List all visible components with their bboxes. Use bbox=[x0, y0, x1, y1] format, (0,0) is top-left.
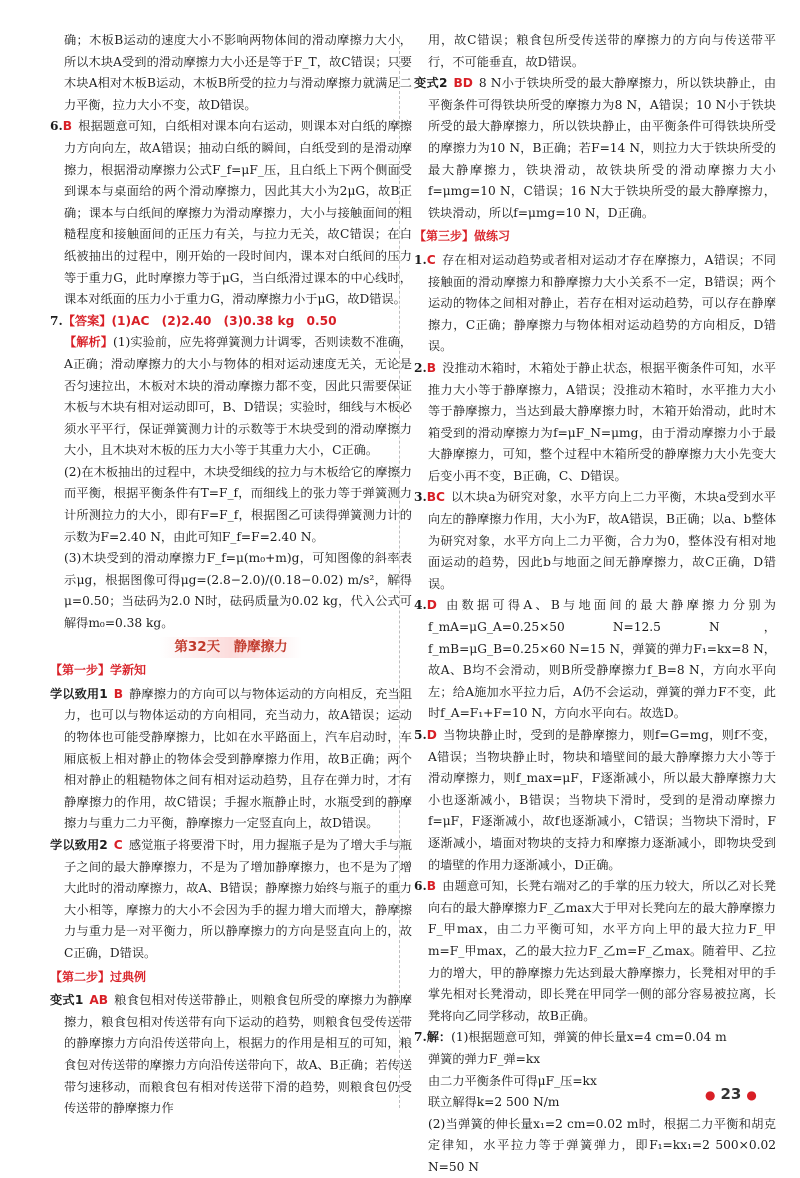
exercise-item-1 bbox=[414, 250, 776, 358]
step-heading-2: 【第二步】过典例 bbox=[50, 969, 147, 984]
answer-values: (1)AC (2)2.40 (3)0.38 kg 0.50 bbox=[111, 313, 337, 328]
analysis-paragraph-3: (3)木块受到的滑动摩擦力F_f=μ(m₀+m)g，可知图像的斜率表示μg，根据图像可得μg=(2.8−2.0)/(0.18−0.02) m/s²，解得μ=0.50；当砝码为2.0 N时，砝码质量为0.02 kg，代入公式可解得m₀=0.38 kg。 bbox=[64, 551, 412, 631]
item-number: 5. bbox=[414, 728, 427, 742]
variant-item-2 bbox=[414, 73, 776, 224]
analysis-text: (1)实验前，应先将弹簧测力计调零，否则读数不准确，A正确；滑动摩擦力的大小与物体的相对运动速度无关，无论是否匀速拉出，木板对木块的滑动摩擦力都不变，因此只需要保证木板与木块有相对运动即可，B、D错误；实验时，细线与木板必须水平平行，保证弹簧测力计的示数等于木块受到的滑动摩擦力大小，且木块对木板的压力大小等于其重力大小，C正确。 bbox=[64, 335, 412, 458]
practice-item-1 bbox=[50, 684, 412, 835]
solution-label: 解： bbox=[426, 1030, 452, 1045]
item-number: 7. bbox=[414, 1030, 427, 1045]
exercise-item-2 bbox=[414, 358, 776, 488]
item-text: 根据题意可知，白纸相对课本向右运动，则课本对白纸的摩擦力方向向左，故A错误；抽动白纸的瞬间，白纸受到的是滑动摩擦力，根据滑动摩擦力公式F_f=μF_压，且白纸上下两个侧面受到课本与桌面给的两个滑动摩擦力，因此其大小为2μG，故B正确；课本与白纸间的摩擦力为滑动摩擦力，大小与接触面间的粗糙程度和接触面间的正压力有关，与拉力无关，故C错误；在白纸被抽出的过程中，刚开始的一段时间内，课本对白纸间的压力等于重力G，此时摩擦力等于μG，当白纸滑过课本的中心线时，课本对纸面的压力小于重力G，滑动摩擦力小于μG，故D错误。 bbox=[64, 119, 412, 307]
item-number: 2. bbox=[414, 360, 427, 375]
exercise-item-6 bbox=[414, 876, 776, 1027]
variant-item-1 bbox=[50, 990, 412, 1120]
right-column bbox=[414, 30, 776, 1178]
analysis-paragraph-1 bbox=[50, 332, 412, 462]
item-answer: C bbox=[426, 252, 436, 267]
item-number: 1. bbox=[414, 252, 427, 267]
practice-item-2 bbox=[50, 835, 412, 965]
solution-line: 弹簧的弹力F_弹=kx bbox=[428, 1051, 541, 1066]
item-number: 6. bbox=[414, 879, 427, 894]
solution-line: (2)当弹簧的伸长量x₁=2 cm=0.02 m时，根据二力平衡和胡克定律知，水平拉力等于弹簧弹力，即F₁=kx₁=2 500×0.02 N=50 N bbox=[428, 1116, 776, 1174]
item-answer: D bbox=[426, 728, 437, 742]
page-number: ● 23 ● bbox=[700, 1085, 762, 1103]
item-label: 学以致用1 bbox=[50, 686, 108, 701]
item-text: 存在相对运动趋势或者相对运动才存在摩擦力，A错误；不同接触面的滑动摩擦力和静摩擦力大小关系不一定，B错误；两个运动的物体之间相对静止，若存在相对运动趋势，可以存在静摩擦力，C正确；静摩擦力与物体相对运动趋势的方向相反，D错误。 bbox=[428, 252, 776, 354]
item-text: 没推动木箱时，木箱处于静止状态，根据平衡条件可知，水平推力大小等于静摩擦力，A错误；没推动木箱时，水平推力大小等于静摩擦力，当达到最大静摩擦力时，木箱开始滑动，此时木箱受到的滑动摩擦力为f=μF_N=μmg，由于滑动摩擦力小于最大静摩擦力，可知，整个过程中木箱所受的静摩擦力大小先变大后变小再不变，B正确，C、D错误。 bbox=[428, 360, 776, 483]
item-answer: C bbox=[113, 837, 123, 852]
item-text: 以木块a为研究对象，水平方向上二力平衡，木块a受到水平向左的静摩擦力作用，大小为F，故A错误，B正确；以a、b整体为研究对象，水平方向上二力平衡，合力为0，整体没有相对地面运动的趋势，因此b与地面之间无静摩擦力，故C正确，D错误。 bbox=[428, 490, 776, 591]
day-title: 第32天 静摩擦力 bbox=[50, 637, 412, 659]
solution-line: 联立解得k=2 500 N/m bbox=[428, 1095, 560, 1110]
item-text: 由数据可得A、B与地面间的最大静摩擦力分别为f_mA=μG_A=0.25×50 N=12.5 N，f_mB=μG_B=0.25×60 N=15 N，弹簧的弹力F₁=kx=8 N，故A、B均不会滑动，则B所受静摩擦力f_B=8 N，方向水平向左；给A施加水平拉力后，A仍不会运动，弹簧的弹力F不变，此时f_A=F₁+F=10 N，方向水平向右。故选D。 bbox=[428, 598, 776, 721]
item-text: 粮食包相对传送带静止，则粮食包所受的摩擦力为静摩擦力，粮食包相对传送带有向下运动的趋势，则粮食包受传送带的静摩擦力方向沿传送带向上，根据力的作用是相互的可知，粮食包对传送带的摩擦力方向沿传送带向下，故A、B正确；若传送带匀速移动，而粮食包有相对传送带下滑的趋势，则粮食包仍受传送带的静摩擦力作 bbox=[64, 993, 412, 1116]
left-column bbox=[50, 30, 412, 1120]
item-answer: B bbox=[426, 360, 437, 375]
item-text: 由题意可知，长凳右端对乙的手掌的压力较大，所以乙对长凳向右的最大静摩擦力F_乙max大于甲对长凳向左的最大静摩擦力F_甲max，由二力平衡可知，水平方向上甲的最大拉力F_甲m=F_甲max，乙的最大拉力F_乙m=F_乙max。随着甲、乙拉力的增大，甲的静摩擦力先达到最大静摩擦力，长凳相对甲的手掌先相对长凳滑动，即长凳在甲同学一侧的部分容易被拉离，长凳将向乙同学移动，故B正确。 bbox=[428, 879, 776, 1023]
item-answer: AB bbox=[89, 993, 109, 1008]
item-number: 3. bbox=[414, 490, 427, 505]
solution-line: 由二力平衡条件可得μF_压=kx bbox=[428, 1073, 597, 1088]
dot-icon: ● bbox=[705, 1088, 716, 1102]
item-answer: D bbox=[426, 598, 437, 613]
exercise-item-3 bbox=[414, 487, 776, 595]
exercise-item-5 bbox=[414, 725, 776, 876]
step-heading-1: 【第一步】学新知 bbox=[50, 663, 147, 678]
step-heading-3: 【第三步】做练习 bbox=[414, 229, 511, 244]
answer-item-6 bbox=[50, 116, 412, 310]
item-answer: B bbox=[113, 686, 123, 701]
continued-paragraph: 确；木板B运动的速度大小不影响两物体间的滑动摩擦力大小，所以木块A受到的滑动摩擦力大小还是等于F_T，故C错误；只要木块A相对木板B运动，木板B所受的拉力与滑动摩擦力就满足二力平衡，拉力大小不变，故D错误。 bbox=[64, 33, 412, 112]
continued-paragraph: 用，故C错误；粮食包所受传送带的摩擦力的方向与传送带平行，不可能垂直，故D错误。 bbox=[428, 33, 776, 69]
item-text: 感觉瓶子将要滑下时，用力握瓶子是为了增大手与瓶子之间的最大静摩擦力，不是为了增加静摩擦力，也不是为了增大此时的滑动摩擦力，故A、B错误；静摩擦力始终与瓶子的重力大小相等，摩擦力的大小不会因为手的握力增大而增大，静摩擦力与重力是一对平衡力，所以静摩擦力的方向是竖直向上的，故C正确，D错误。 bbox=[64, 837, 412, 960]
item-label: 变式2 bbox=[414, 76, 448, 91]
item-answer: B bbox=[426, 879, 437, 894]
answer-item-7 bbox=[50, 311, 412, 333]
item-answer: B bbox=[62, 119, 73, 134]
analysis-paragraph-2: (2)在木板抽出的过程中，木块受细线的拉力与木板给它的摩擦力而平衡，根据平衡条件有T=F_f，而细线上的张力等于弹簧测力计所测拉力的大小，即有F=F_f，根据图乙可读得弹簧测力计的示数为F=2.40 N，由此可知F_f=F=2.40 N。 bbox=[64, 464, 412, 544]
item-number: 4. bbox=[414, 598, 427, 613]
answer-label: 【答案】 bbox=[62, 313, 112, 328]
item-answer: BD bbox=[453, 76, 473, 91]
item-label: 学以致用2 bbox=[50, 837, 108, 852]
item-label: 变式1 bbox=[50, 993, 84, 1008]
item-number: 7. bbox=[50, 313, 63, 328]
exercise-item-7 bbox=[414, 1027, 776, 1049]
analysis-label: 【解析】 bbox=[64, 335, 113, 350]
item-answer: BC bbox=[426, 490, 445, 505]
item-number: 6. bbox=[50, 119, 63, 134]
dot-icon: ● bbox=[746, 1088, 757, 1102]
item-text: 静摩擦力的方向可以与物体运动的方向相反，充当阻力，也可以与物体运动的方向相同，充当动力，故A错误；运动的物体也可能受静摩擦力，比如在水平路面上，汽车启动时，车厢底板上相对静止的物体会受到静摩擦力作用，故B正确；两个相对静止的粗糙物体之间有相对运动趋势，且存在弹力时，才有静摩擦力的作用，故C错误；手握水瓶静止时，水瓶受到的静摩擦力与重力二力平衡，静摩擦力一定竖直向上，故D错误。 bbox=[64, 686, 413, 831]
item-text: 当物块静止时，受到的是静摩擦力，则f=G=mg，则f不变，A错误；当物块静止时，物块和墙壁间的最大静摩擦力大小等于滑动摩擦力，则f_max=μF，F逐渐减小，所以最大静摩擦力大小也逐渐减小，B错误；当物块下滑时，受到的是滑动摩擦力f=μF，F逐渐减小，故f也逐渐减小，C错误；当物块下滑时，F逐渐减小，墙面对物块的支持力和摩擦力逐渐减小，即物块受到的墙壁的作用力逐渐减小，D正确。 bbox=[428, 728, 776, 872]
exercise-item-4 bbox=[414, 595, 776, 725]
item-text: 8 N小于铁块所受的最大静摩擦力，所以铁块静止，由平衡条件可得铁块所受的摩擦力为8 N，A错误；10 N小于铁块所受的最大静摩擦力，所以铁块静止，由平衡条件可得铁块所受的摩擦力为10 N，B正确；若F=14 N，则拉力大于铁块所受的最大静摩擦力，铁块滑动，故铁块所受的滑动摩擦力大小f=μmg=10 N，C错误；16 N大于铁块所受的最大静摩擦力，铁块滑动，所以f=μmg=10 N，D正确。 bbox=[428, 76, 777, 220]
solution-line: (1)根据题意可知，弹簧的伸长量x=4 cm=0.04 m bbox=[451, 1030, 727, 1045]
